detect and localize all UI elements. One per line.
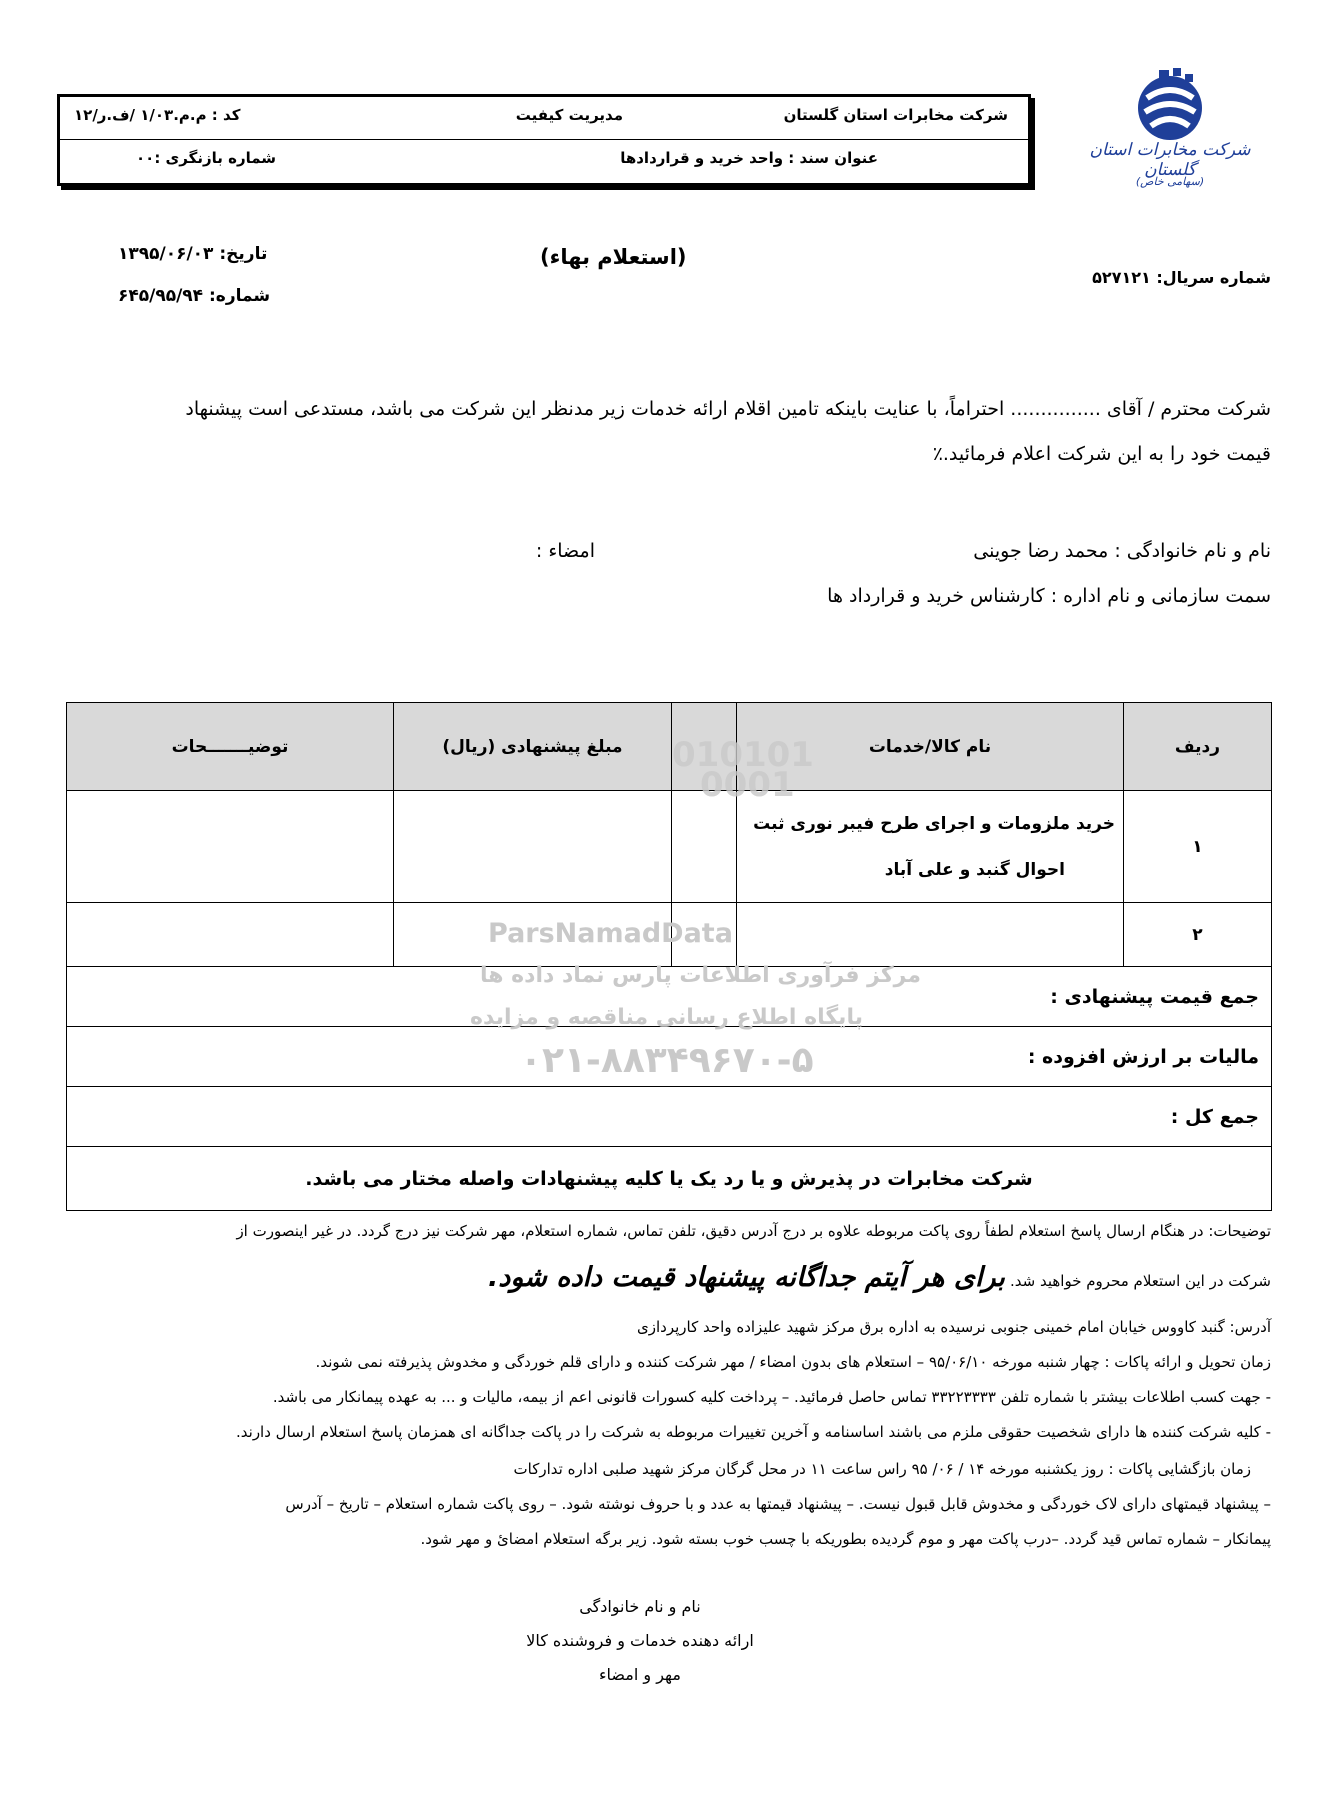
recipient-name: نام و نام خانوادگی : محمد رضا جوینی [973,540,1271,562]
disclaimer-row [67,1147,1272,1211]
contact-note: - جهت کسب اطلاعات بیشتر با شماره تلفن ۳۳۲۲۳۳۳۳ تماس حاصل فرمائید. – پرداخت کلیه کسورات قانونی اعم از بیمه، مالیات و ... به عهده پیمانکار می باشد. [272,1388,1271,1406]
footer-signature-block [500,1590,780,1692]
grand-total-label: جمع کل : [67,1087,1272,1147]
envelope-note-2: پیمانکار – شماره تماس قید گردد. –درب پاکت مهر و موم گردیده بطوریکه با چسب خوب بسته شود. زیر برگه استعلام امضائ و مهر شود. [420,1530,1271,1548]
total-offer-label: جمع قیمت پیشنهادی : [67,967,1272,1027]
watermark-line-1: مرکز فرآوری اطلاعات پارس نماد داده ها [480,963,921,988]
opening-note: زمان بازگشایی پاکات : روز یکشنبه مورخه ۱۴ / ۰۶/ ۹۵ راس ساعت ۱۱ در محل گرگان مرکز شهید صلبی اداره تدارکات [513,1460,1251,1478]
empty-cell [672,791,737,903]
header-box [57,94,1031,186]
description-cell [67,791,394,903]
letter-line-2: قیمت خود را به این شرکت اعلام فرمائید.٪ [932,443,1271,465]
company-name: شرکت مخابرات استان گلستان [783,106,1008,124]
address: آدرس: گنبد کاووس خیابان امام خمینی جنوبی نرسیده به اداره برق مرکز شهید علیزاده واحد کارپردازی [637,1318,1271,1336]
recipient-position: سمت سازمانی و نام اداره : کارشناس خرید و قرارداد ها [827,585,1271,607]
note-2 [488,1262,1271,1293]
item-line-1: خرید ملزومات و اجرای طرح فیبر نوری ثبت [753,813,1115,834]
header-description: توضیـــــــحات [67,703,394,791]
table-header-row [67,703,1272,791]
page-title: (استعلام بهاء) [540,245,687,269]
description-cell [67,903,394,967]
signature-label: امضاء : [535,540,595,562]
letter-number [118,286,270,306]
price-inquiry-table [66,702,1272,1211]
watermark-brand: ParsNamadData [488,918,733,949]
item-line-2: احوال گنبد و علی آباد [884,859,1065,880]
number-label: شماره: [208,286,271,306]
date-value: ۱۳۹۵/۰۶/۰۳ [118,244,214,264]
document-title: عنوان سند : واحد خرید و قراردادها [620,149,878,167]
logo-text: شرکت مخابرات استان گلستان [1089,140,1251,180]
header-item: نام کالا/خدمات [737,703,1124,791]
header-row-number: ردیف [1124,703,1272,791]
footer-seal: مهر و امضاء [599,1665,681,1684]
row-number: ۱ [1124,791,1272,903]
watermark-line-2: پایگاه اطلاع رسانی مناقصه و مزایده [470,1005,863,1030]
grand-total-row [67,1087,1272,1147]
envelope-note-1: – پیشنهاد قیمتهای دارای لاک خوردگی و مخدوش قابل قبول نیست. – پیشنهاد قیمتها به عدد و با حروف نوشته شود. – روی پاکت شماره استعلام – تاریخ – آدرس [285,1495,1271,1513]
serial-number: شماره سریال: ۵۲۷۱۲۱ [1092,268,1271,287]
date [118,244,267,264]
logo-mark [1075,68,1265,148]
disclaimer-text: شرکت مخابرات در پذیرش و یا رد یک یا کلیه پیشنهادات واصله مختار می باشد. [67,1147,1272,1211]
note-2-start: شرکت در این استعلام محروم خواهید شد. [1010,1272,1271,1290]
table-row [67,791,1272,903]
date-label: تاریخ: [219,244,268,264]
watermark-phone: ۰۲۱-۸۸۳۴۹۶۷۰-۵ [520,1040,814,1081]
document-code: کد : م.م.۱/۰۳ /ف.ر/۱۲ [74,106,241,124]
logo-subtitle: (سهامی خاص) [1135,175,1205,188]
letter-line-1: شرکت محترم / آقای ............... احتراماً، با عنایت باینکه تامین اقلام ارائه خدمات زیر مدنظر این شرکت می باشد، مستدعی است پیشنهاد [185,398,1271,420]
watermark-digits-2: 0001 [700,765,795,805]
watermark-digits-1: 010101 [672,735,814,775]
revision-number: شماره بازنگری :۰۰ [136,149,277,167]
footer-name: نام و نام خانوادگی [579,1597,701,1616]
number-value: ۶۴۵/۹۵/۹۴ [118,286,204,306]
row-number: ۲ [1124,903,1272,967]
vat-label: مالیات بر ارزش افزوده : [67,1027,1272,1087]
price-cell [394,791,672,903]
header-price: مبلغ پیشنهادی (ریال) [394,703,672,791]
note-1: توضیحات: در هنگام ارسال پاسخ استعلام لطفاً روی پاکت مربوطه علاوه بر درج آدرس دقیق، تلفن تماس، شماره استعلام، مهر شرکت نیز درج گردد. در غیر اینصورت از [236,1222,1271,1240]
legal-note: - کلیه شرکت کننده ها دارای شخصیت حقوقی ملزم می باشند اساسنامه و آخرین تغییرات مربوطه به شرکت را در پاکت جداگانه ای همزمان پاسخ استعلام ارسال دارند. [236,1423,1271,1441]
footer-provider: ارائه دهنده خدمات و فروشنده کالا [526,1631,754,1650]
item-cell [737,903,1124,967]
department-name: مدیریت کیفیت [515,106,623,124]
delivery-note: زمان تحویل و ارائه پاکات : چهار شنبه مورخه ۹۵/۰۶/۱۰ – استعلام های بدون امضاء / مهر شرکت کننده و دارای قلم خوردگی و مخدوش پذیرفته نمی شوند. [315,1353,1271,1371]
note-2-emphasis: برای هر آیتم جداگانه پیشنهاد قیمت داده شود. [488,1262,1005,1293]
item-cell [737,791,1124,903]
